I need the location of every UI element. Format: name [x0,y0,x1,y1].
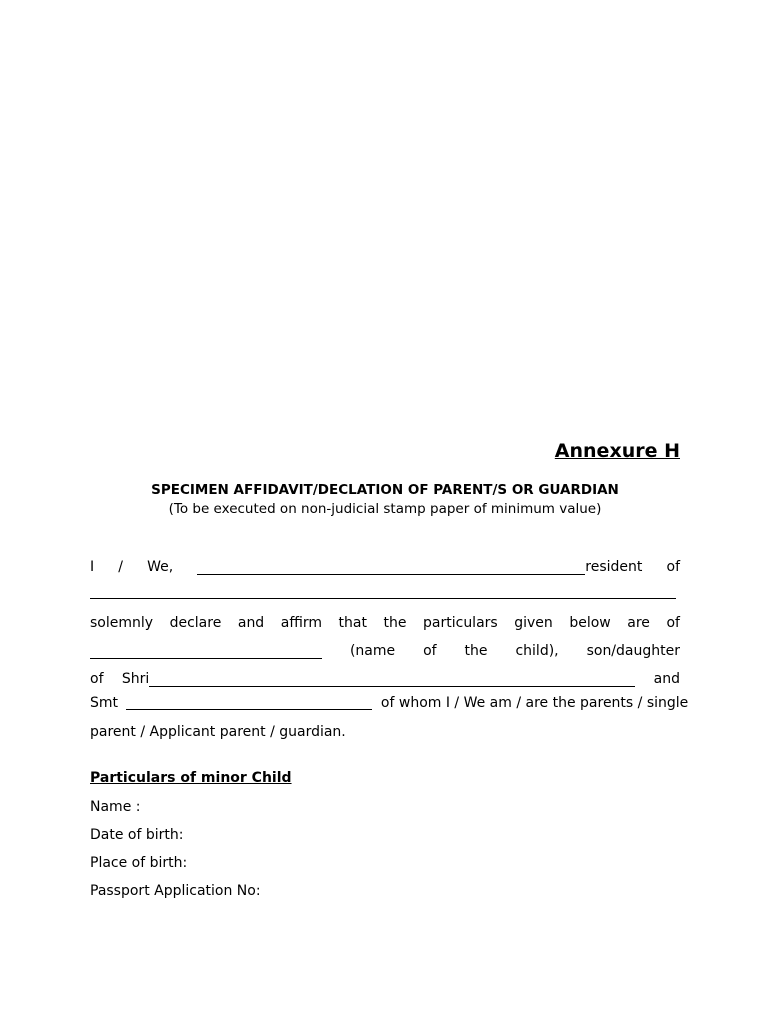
word: and [237,615,265,631]
declaration-line-7: parent / Applicant parent / guardian. [90,724,346,740]
document-subheading: (To be executed on non-judicial stamp paper of minimum value) [168,501,602,517]
residence-blank[interactable] [90,584,676,599]
mother-name-blank[interactable] [126,695,372,710]
word: of whom I / We am / are the parents / single [380,695,689,711]
word: child), [515,643,559,659]
name-label: Name : [90,799,141,815]
word: of [666,559,680,575]
word: are [627,615,650,631]
father-name-group [122,671,635,687]
word: particulars [423,615,498,631]
father-name-blank[interactable] [149,672,635,687]
word: (name [349,643,396,659]
word: Smt [90,695,119,711]
declaration-line-3 [90,611,680,631]
particulars-title: Particulars of minor Child [90,770,292,786]
word: the [464,643,488,659]
name-blank[interactable] [197,560,585,575]
passport-label: Passport Application No: [90,883,261,899]
declaration-line-5 [90,667,680,687]
word: and [653,671,680,687]
word: Shri [121,671,150,687]
word: resident [585,559,643,575]
child-name-blank[interactable] [90,644,322,659]
word: below [569,615,611,631]
word: / [118,559,123,575]
word: of [90,671,104,687]
document-heading: SPECIMEN AFFIDAVIT/DECLATION OF PARENT/S OR GUARDIAN [151,482,619,498]
word: given [514,615,553,631]
pob-label: Place of birth: [90,855,188,871]
name-blank-group [197,559,642,575]
word: that [338,615,367,631]
word: son/daughter [586,643,680,659]
dob-label: Date of birth: [90,827,184,843]
word: the [383,615,407,631]
word: affirm [280,615,322,631]
word: declare [169,615,222,631]
word: We, [147,559,174,575]
word: I [90,559,95,575]
annexure-title: Annexure H [554,440,680,462]
declaration-line-4 [90,639,680,659]
word: solemnly [90,615,154,631]
word: of [423,643,437,659]
word: of [666,615,680,631]
declaration-line-6 [90,695,688,711]
declaration-line-1 [90,555,680,575]
affidavit-page [90,0,689,1024]
